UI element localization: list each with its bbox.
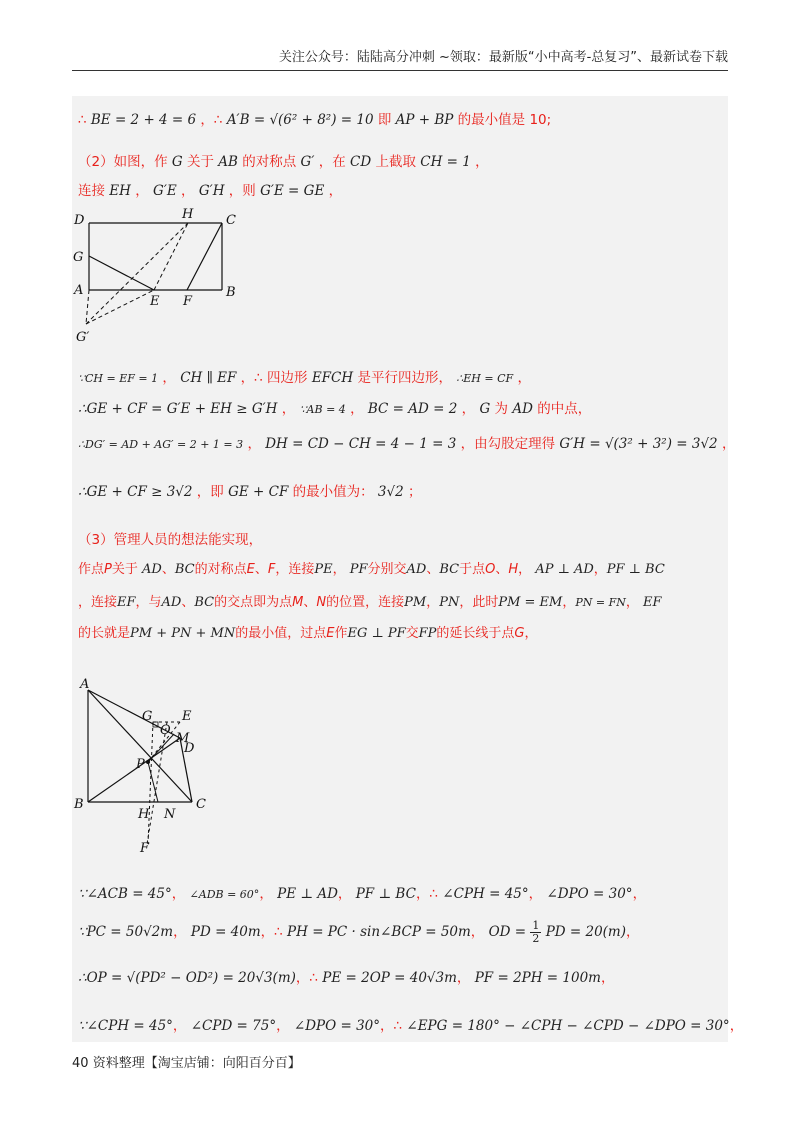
text: ， bbox=[456, 970, 471, 986]
math: AD bbox=[142, 562, 162, 577]
line-2 bbox=[78, 150, 489, 170]
label-f: F bbox=[140, 841, 150, 856]
label-h: H bbox=[138, 807, 150, 822]
line-12 bbox=[78, 882, 646, 902]
math: ∠EPG = 180° − ∠CPH − ∠CPD − ∠DPO = 30° bbox=[406, 1018, 730, 1034]
text: 的最小值是 10; bbox=[457, 112, 552, 128]
text: O bbox=[485, 562, 496, 577]
text: ， bbox=[461, 401, 476, 417]
text: 的中点， bbox=[537, 401, 592, 417]
label-o: O bbox=[160, 723, 171, 738]
figure-rectangle-abcd bbox=[72, 206, 252, 346]
text: M bbox=[292, 595, 304, 610]
label-g: G bbox=[142, 709, 153, 724]
math: PN bbox=[439, 595, 460, 610]
line-8 bbox=[78, 528, 262, 548]
text: （3）管理人员的想法能实现， bbox=[78, 532, 263, 548]
text: ， bbox=[470, 924, 485, 940]
text: ，∴ bbox=[200, 112, 223, 128]
text: 、 bbox=[181, 595, 195, 610]
math: CH ∥ EF bbox=[180, 370, 237, 386]
line-4 bbox=[78, 366, 531, 386]
text: ，连接 bbox=[275, 562, 315, 577]
text: 关于 bbox=[111, 562, 138, 577]
text: ， bbox=[181, 183, 195, 199]
label-g-prime: G′ bbox=[76, 330, 90, 345]
label-e: E bbox=[182, 709, 192, 724]
math: EH bbox=[109, 183, 131, 199]
text: ，∴ bbox=[380, 1018, 403, 1034]
label-h: H bbox=[182, 207, 194, 222]
text: ， bbox=[475, 154, 489, 170]
math: PH = PC · sin∠BCP = 50m bbox=[287, 924, 471, 940]
math: 3√2 bbox=[377, 484, 404, 500]
footer-text: 资料整理【淘宝店铺：向阳百分百】 bbox=[92, 1056, 301, 1071]
math: PD = 20(m) bbox=[545, 924, 627, 940]
text: ，此时 bbox=[459, 595, 499, 610]
text: 四边形 bbox=[267, 370, 308, 386]
page-header: 关注公众号：陆陆高分冲刺 ~领取：最新版“小中高考-总复习”、最新试卷下载 bbox=[278, 50, 728, 65]
text: ，在 bbox=[318, 154, 346, 170]
text: ， bbox=[332, 562, 346, 577]
segment-ge bbox=[89, 256, 154, 290]
line-14 bbox=[78, 966, 614, 986]
math: BC bbox=[439, 562, 460, 577]
text: 的对称点 bbox=[194, 562, 247, 577]
math: PE ⊥ AD bbox=[277, 886, 338, 902]
segment-eh bbox=[154, 223, 188, 290]
math: ∠CPH = 45° bbox=[442, 886, 529, 902]
math: FP bbox=[418, 626, 437, 641]
math: ∠CPD = 75° bbox=[190, 1018, 277, 1034]
math: G′ bbox=[300, 154, 315, 170]
math: BC = AD = 2 bbox=[367, 401, 458, 417]
text: ，∴ bbox=[295, 970, 318, 986]
math: EF bbox=[643, 595, 662, 610]
math: EF bbox=[117, 595, 136, 610]
text: 连接 bbox=[78, 183, 105, 199]
text: G bbox=[514, 626, 525, 641]
math: ∴OP = √(PD² − OD²) = 20√3(m) bbox=[78, 970, 296, 986]
text: F bbox=[267, 562, 276, 577]
segment-agp bbox=[86, 290, 89, 324]
label-c: C bbox=[226, 213, 236, 228]
text: 的位置，连接 bbox=[326, 595, 405, 610]
math: ∴EH = CF bbox=[456, 372, 514, 385]
text: E bbox=[326, 626, 335, 641]
text: 关于 bbox=[186, 154, 214, 170]
diagonal-ac bbox=[88, 690, 192, 802]
text: N bbox=[316, 595, 327, 610]
math: AD bbox=[406, 562, 427, 577]
label-a: A bbox=[80, 677, 90, 692]
label-p: P bbox=[136, 757, 145, 772]
text: ， bbox=[625, 595, 639, 610]
text: ， bbox=[173, 924, 187, 940]
math: ∵∠ACB = 45° bbox=[78, 886, 172, 902]
text: 的长就是 bbox=[78, 626, 131, 641]
text: ， bbox=[259, 886, 273, 902]
math: ∴GE + CF = G′E + EH ≥ G′H bbox=[78, 401, 278, 417]
math: ∴DG′ = AD + AG′ = 2 + 1 = 3 bbox=[78, 438, 244, 451]
text: 交 bbox=[405, 626, 419, 641]
math: BC bbox=[194, 595, 215, 610]
text: ， bbox=[162, 370, 176, 386]
figure-quadrilateral-abcd bbox=[72, 676, 222, 856]
text: ， bbox=[528, 886, 543, 902]
label-a: A bbox=[74, 283, 84, 298]
diagonal-bd bbox=[88, 738, 180, 802]
text: 、 bbox=[303, 595, 317, 610]
math: PE bbox=[314, 562, 333, 577]
label-d: D bbox=[74, 213, 85, 228]
math: PM + PN + MN bbox=[130, 626, 236, 641]
text: ， bbox=[518, 562, 532, 577]
text: ， bbox=[350, 401, 364, 417]
math: AP ⊥ AD bbox=[535, 562, 594, 577]
math: PF ⊥ BC bbox=[355, 886, 416, 902]
text: ， bbox=[426, 595, 440, 610]
text: ， bbox=[524, 626, 538, 641]
line-7 bbox=[78, 480, 422, 500]
math: EFCH bbox=[311, 370, 354, 386]
text: 、 bbox=[426, 562, 440, 577]
math: ∠ADB = 60° bbox=[189, 888, 260, 901]
therefore: ∴ bbox=[78, 112, 87, 128]
text: ， bbox=[562, 595, 576, 610]
solution-panel bbox=[72, 96, 744, 1042]
math: PM bbox=[404, 595, 427, 610]
line-15 bbox=[78, 1014, 743, 1034]
line-1 bbox=[78, 108, 551, 128]
math: AB bbox=[218, 154, 238, 170]
denominator: 2 bbox=[532, 932, 540, 945]
text: ， bbox=[172, 1018, 187, 1034]
label-g: G bbox=[73, 250, 84, 265]
math: PN = FN bbox=[575, 596, 626, 609]
text: 的对称点 bbox=[242, 154, 297, 170]
text: ， bbox=[328, 183, 343, 199]
math: PE = 2OP = 40√3m bbox=[322, 970, 457, 986]
math: DH = CD − CH = 4 − 1 = 3 bbox=[265, 436, 457, 452]
text: （2）如图，作 bbox=[78, 154, 168, 170]
math: AD bbox=[512, 401, 533, 417]
math: G′E = GE bbox=[260, 183, 325, 199]
text: ，即 bbox=[196, 484, 224, 500]
fraction-one-half bbox=[530, 920, 541, 945]
text: 作点 bbox=[78, 562, 105, 577]
text: ， bbox=[600, 970, 615, 986]
label-d: D bbox=[184, 741, 195, 756]
text: 、 bbox=[161, 562, 175, 577]
math: G bbox=[479, 401, 491, 417]
label-f: F bbox=[183, 294, 193, 309]
text: 的交点即为点 bbox=[214, 595, 293, 610]
math: ∠DPO = 30° bbox=[293, 1018, 380, 1034]
header-rule bbox=[72, 70, 728, 71]
math: ∵PC = 50√2m bbox=[78, 924, 174, 940]
segment-gph bbox=[86, 223, 188, 324]
math: ∴GE + CF ≥ 3√2 bbox=[78, 484, 193, 500]
text: ， bbox=[729, 1018, 744, 1034]
math: ∵CH = EF = 1 bbox=[78, 372, 159, 385]
text: P bbox=[104, 562, 112, 577]
text: E bbox=[246, 562, 255, 577]
page-number: 40 bbox=[72, 1056, 89, 1071]
line-10 bbox=[78, 591, 662, 610]
text: ， bbox=[281, 401, 296, 417]
text: ， bbox=[135, 183, 149, 199]
text: ， bbox=[247, 436, 261, 452]
label-m: M bbox=[176, 731, 190, 746]
text: 的延长线于点 bbox=[436, 626, 515, 641]
segment-fc bbox=[187, 223, 222, 290]
text: ，∴ bbox=[240, 370, 263, 386]
text: 于点 bbox=[459, 562, 486, 577]
text: H bbox=[508, 562, 519, 577]
math: PD = 40m bbox=[190, 924, 261, 940]
math: G′H = √(3² + 3²) = 3√2 bbox=[559, 436, 718, 452]
math: BC bbox=[174, 562, 195, 577]
point-p bbox=[146, 760, 150, 764]
math: ∠DPO = 30° bbox=[546, 886, 633, 902]
numerator: 1 bbox=[532, 919, 540, 932]
math: G′H bbox=[198, 183, 225, 199]
text: 即 bbox=[377, 112, 392, 128]
line-9 bbox=[78, 558, 665, 577]
math: ∵AB = 4 bbox=[299, 403, 346, 416]
text: 作 bbox=[334, 626, 348, 641]
label-b: B bbox=[74, 797, 84, 812]
math: AD bbox=[161, 595, 182, 610]
text: 的最小值，过点 bbox=[235, 626, 327, 641]
text: 的最小值为： bbox=[292, 484, 374, 500]
text: ， bbox=[626, 924, 640, 940]
text: ， bbox=[593, 562, 607, 577]
text: ，连接 bbox=[78, 595, 118, 610]
line-3 bbox=[78, 179, 342, 199]
math: PF ⊥ BC bbox=[606, 562, 665, 577]
text: ，由勾股定理得 bbox=[460, 436, 556, 452]
math: GE + CF bbox=[228, 484, 289, 500]
label-c: C bbox=[196, 797, 206, 812]
math: ∵∠CPH = 45° bbox=[78, 1018, 173, 1034]
text: ， bbox=[517, 370, 531, 386]
text: 是平行四边形， bbox=[357, 370, 452, 386]
label-e: E bbox=[150, 294, 160, 309]
line-5 bbox=[78, 397, 591, 417]
text: ，∴ bbox=[260, 924, 283, 940]
text: ， bbox=[337, 886, 352, 902]
text: ； bbox=[408, 484, 422, 500]
line-11 bbox=[78, 622, 538, 641]
text: 上截取 bbox=[375, 154, 416, 170]
text: ，∴ bbox=[415, 886, 439, 902]
text: 为 bbox=[494, 401, 509, 417]
text: 、 bbox=[495, 562, 509, 577]
math: PF bbox=[349, 562, 368, 577]
line-6 bbox=[78, 432, 735, 452]
math: AP + BP bbox=[395, 112, 454, 128]
label-n: N bbox=[164, 807, 176, 822]
text: ，则 bbox=[228, 183, 256, 199]
math: PM = EM bbox=[498, 595, 563, 610]
text: 分别交 bbox=[367, 562, 407, 577]
text: ， bbox=[632, 886, 647, 902]
segment-gf bbox=[148, 722, 153, 844]
math: G′E bbox=[153, 183, 177, 199]
math: EG ⊥ PF bbox=[347, 626, 406, 641]
label-b: B bbox=[226, 285, 236, 300]
segment-gpe bbox=[86, 290, 154, 324]
text: ， bbox=[276, 1018, 290, 1034]
math: CD bbox=[350, 154, 372, 170]
text: ， bbox=[171, 886, 186, 902]
page-footer bbox=[72, 1052, 301, 1071]
text: 、 bbox=[254, 562, 268, 577]
math: CH = 1 bbox=[420, 154, 471, 170]
math: PF = 2PH = 100m bbox=[474, 970, 601, 986]
math-be: BE = 2 + 4 = 6 bbox=[90, 112, 197, 128]
text: ， bbox=[721, 436, 736, 452]
math-apb: A′B = √(6² + 8²) = 10 bbox=[226, 112, 374, 128]
line-13 bbox=[78, 920, 640, 945]
math: OD = bbox=[488, 924, 527, 940]
math: G bbox=[171, 154, 183, 170]
text: ，与 bbox=[135, 595, 162, 610]
